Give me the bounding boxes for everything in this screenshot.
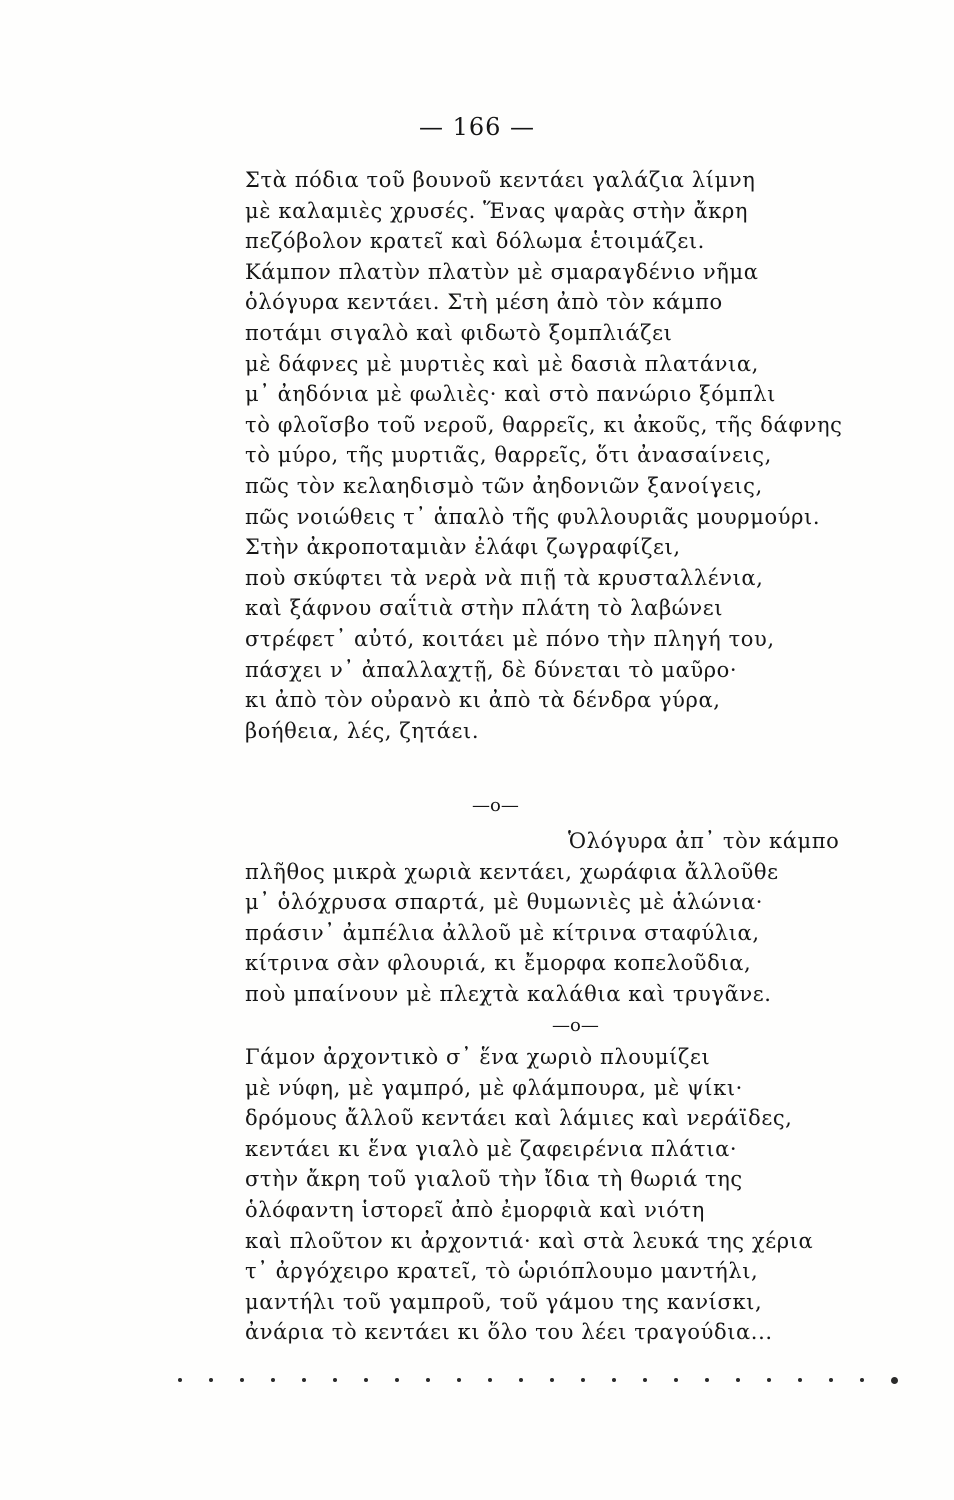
poem-line: ποτάμι σιγαλὸ καὶ φιδωτὸ ξομπλιάζει <box>245 321 673 345</box>
poem-line: τ᾽ ἀργόχειρο κρατεῖ, τὸ ὡριόπλουμο μαντήλι, <box>245 1259 759 1284</box>
dot-mark <box>891 1377 898 1384</box>
poem-line: μ᾽ ὁλόχρυσα σπαρτά, μὲ θυμωνιὲς μὲ ἁλώνια· <box>245 890 764 915</box>
poem-line: κι ἀπὸ τὸν οὐρανὸ κι ἀπὸ τὰ δένδρα γύρα, <box>245 688 721 713</box>
dot-mark <box>240 1378 244 1382</box>
dot-mark <box>767 1378 771 1382</box>
page-number: — 166 — <box>418 113 536 141</box>
dot-mark <box>860 1378 864 1382</box>
dot-mark <box>488 1378 492 1382</box>
poem-line: πῶς τὸν κελαηδισμὸ τῶν ἀηδονιῶν ξανοίγεις, <box>245 474 763 498</box>
poem-line: μὲ καλαμιὲς χρυσές. Ἕνας ψαρὰς στὴν ἄκρη <box>245 198 749 223</box>
dot-mark <box>519 1378 523 1382</box>
dot-mark <box>798 1378 802 1382</box>
poem-line: μὲ νύφη, μὲ γαμπρό, μὲ φλάμπουρα, μὲ ψίκι· <box>245 1075 743 1100</box>
poem-line: ποὺ μπαίνουν μὲ πλεχτὰ καλάθια καὶ τρυγᾶνε. <box>245 982 772 1006</box>
dot-mark <box>736 1378 740 1382</box>
dot-mark <box>209 1378 213 1382</box>
poem-line: Κάμπον πλατὺν πλατὺν μὲ σμαραγδένιο νῆμα <box>245 259 759 284</box>
poem-line: Στὴν ἀκροποταμιὰν ἐλάφι ζωγραφίζει, <box>245 535 681 560</box>
dot-mark <box>178 1378 182 1382</box>
poem-line: κίτρινα σὰν φλουριά, κι ἔμορφα κοπελοῦδια, <box>245 951 752 976</box>
dot-mark <box>333 1378 337 1382</box>
poem-line: ὁλόφαντη ἱστορεῖ ἀπὸ ἐμορφιὰ καὶ νιότη <box>245 1198 705 1222</box>
poem-line: καὶ πλοῦτον κι ἀρχοντιά· καὶ στὰ λευκά της χέρια <box>245 1228 814 1253</box>
poem-line: τὸ φλοῖσβο τοῦ νεροῦ, θαρρεῖς, κι ἀκοῦς, τῆς δάφνης <box>245 412 843 437</box>
dot-mark <box>395 1378 399 1382</box>
poem-line: μ᾽ ἀηδόνια μὲ φωλιὲς· καὶ στὸ πανώριο ξόμπλι <box>245 382 776 407</box>
poem-line: Στὰ πόδια τοῦ βουνοῦ κεντάει γαλάζια λίμνη <box>245 168 756 192</box>
poem-line: πράσιν᾽ ἀμπέλια ἀλλοῦ μὲ κίτρινα σταφύλια, <box>245 920 760 945</box>
poem-line: κεντάει κι ἕνα γιαλὸ μὲ ζαφειρένια πλάτια· <box>245 1136 738 1161</box>
stanza-separator: —o— <box>472 795 519 816</box>
ellipsis-dots-divider <box>178 1370 898 1390</box>
poem-line: ὁλόγυρα κεντάει. Στὴ μέση ἀπὸ τὸν κάμπο <box>245 290 723 315</box>
poem-line: μὲ δάφνες μὲ μυρτιὲς καὶ μὲ δασιὰ πλατάνια, <box>245 351 759 376</box>
dot-mark <box>302 1378 306 1382</box>
poem-line: βοήθεια, λές, ζητάει. <box>245 718 480 743</box>
poem-line: Γάμον ἀρχοντικὸ σ᾽ ἕνα χωριὸ πλουμίζει <box>245 1045 711 1069</box>
poem-line: στὴν ἄκρη τοῦ γιαλοῦ τὴν ἴδια τὴ θωριά της <box>245 1167 743 1192</box>
dot-mark <box>457 1378 461 1382</box>
poem-line: Ὁλόγυρα ἀπ᾽ τὸν κάμπο <box>568 829 840 853</box>
dot-mark <box>271 1378 275 1382</box>
dot-mark <box>705 1378 709 1382</box>
dot-mark <box>674 1378 678 1382</box>
poem-line: πάσχει ν᾽ ἀπαλλαχτῇ, δὲ δύνεται τὸ μαῦρο· <box>245 657 738 682</box>
poem-line: καὶ ξάφνου σαΐτιὰ στὴν πλάτη τὸ λαβώνει <box>245 596 724 621</box>
dot-mark <box>612 1378 616 1382</box>
poem-line: πεζόβολον κρατεῖ καὶ δόλωμα ἑτοιμάζει. <box>245 229 705 254</box>
poem-line: μαντήλι τοῦ γαμπροῦ, τοῦ γάμου της κανίσκι, <box>245 1289 763 1314</box>
poem-line: στρέφετ᾽ αὐτό, κοιτάει μὲ πόνο τὴν πληγή του, <box>245 627 775 651</box>
dot-mark <box>426 1378 430 1382</box>
poem-line: τὸ μύρο, τῆς μυρτιᾶς, θαρρεῖς, ὅτι ἀνασαίνεις, <box>245 443 772 468</box>
poem-line: δρόμους ἄλλοῦ κεντάει καὶ λάμιες καὶ νεράϊδες, <box>245 1106 793 1131</box>
poem-line: πλῆθος μικρὰ χωριὰ κεντάει, χωράφια ἄλλοῦθε <box>245 859 779 884</box>
dot-mark <box>643 1378 647 1382</box>
dot-mark <box>364 1378 368 1382</box>
dot-mark <box>829 1378 833 1382</box>
poem-line: πῶς νοιώθεις τ᾽ ἁπαλὸ τῆς φυλλουριᾶς μουρμούρι. <box>245 504 821 529</box>
poem-line: ἀνάρια τὸ κεντάει κι ὅλο του λέει τραγούδια... <box>245 1320 773 1345</box>
dot-mark <box>581 1378 585 1382</box>
stanza-separator: —o— <box>552 1015 599 1036</box>
dot-mark <box>550 1378 554 1382</box>
poem-line: ποὺ σκύφτει τὰ νερὰ νὰ πιῇ τὰ κρυσταλλένια, <box>245 565 764 590</box>
